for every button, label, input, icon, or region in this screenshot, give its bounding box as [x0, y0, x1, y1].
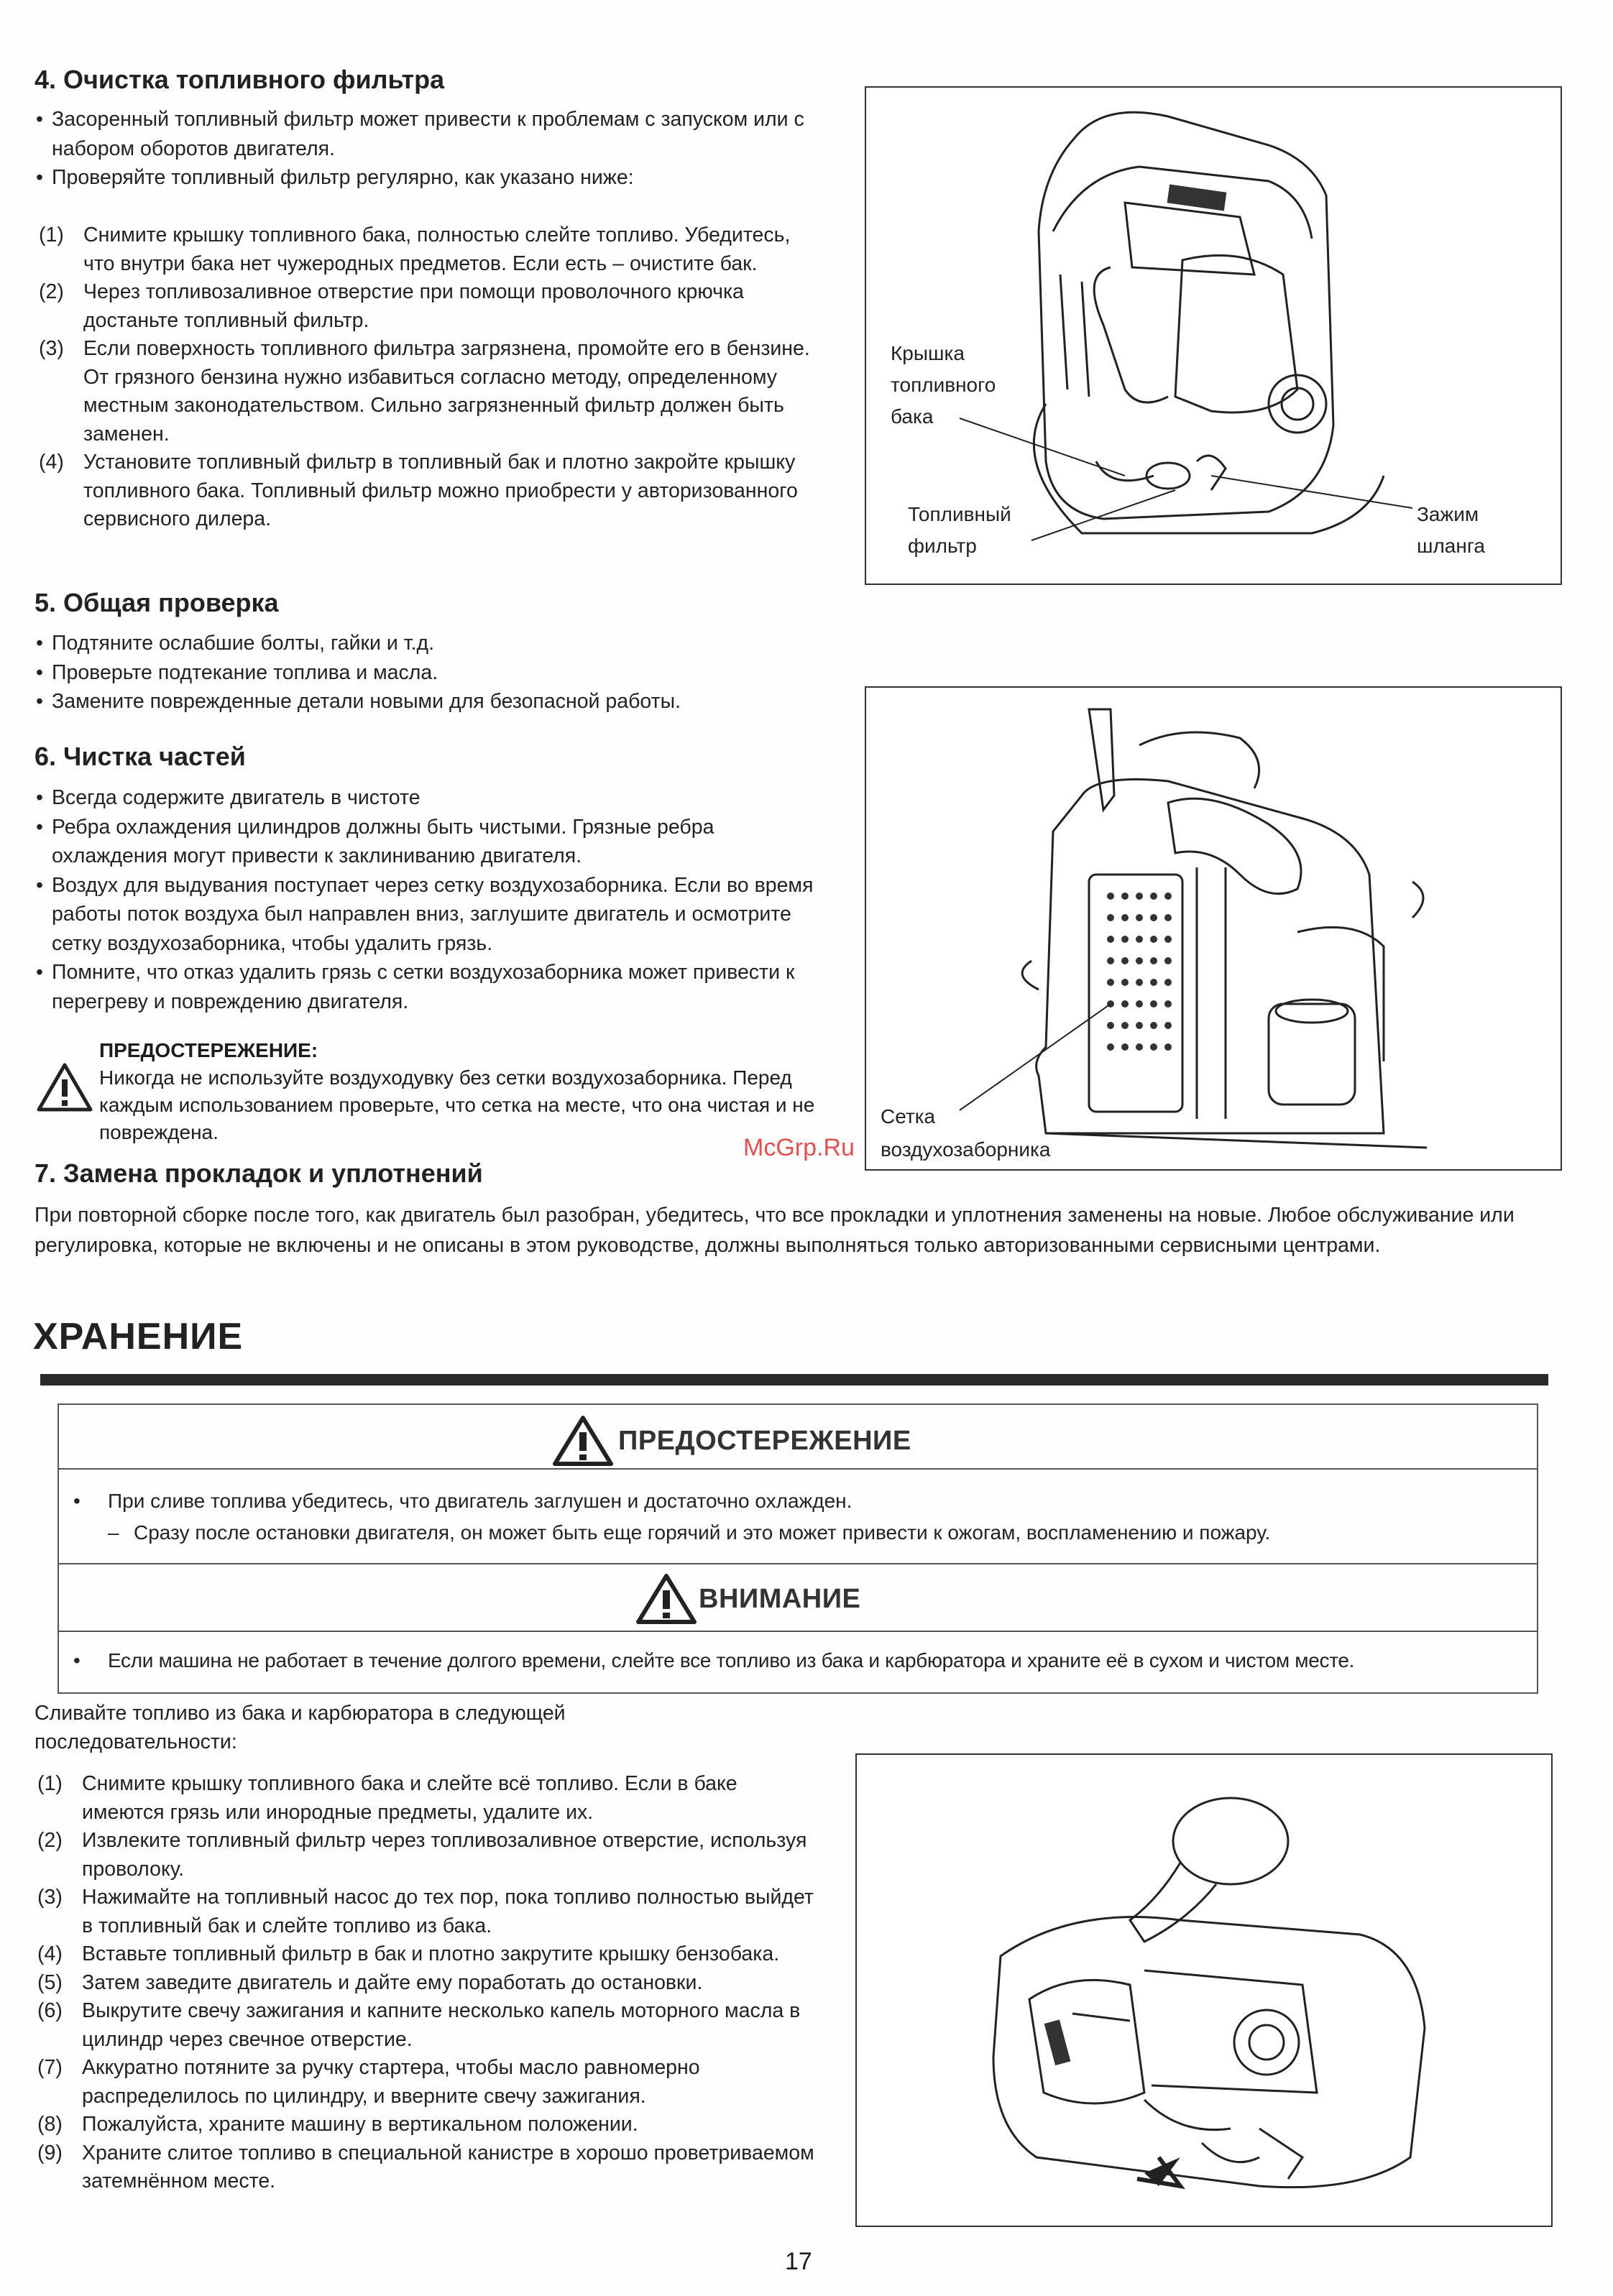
warning-text: При сливе топлива убедитесь, что двигатель заглушен и достаточно охлажден.: [108, 1490, 853, 1512]
warning-header: [59, 1405, 1537, 1470]
label-fuel-filter: Топливный фильтр: [908, 503, 1011, 557]
list-item: • Проверьте подтекание топлива и масла.: [36, 658, 827, 688]
list-item: (3) Нажимайте на топливный насос до тех пор, пока топливо полностью выйдет в топливный бак и слейте топливо из бака.: [37, 1886, 814, 1937]
storage-steps: [35, 1770, 825, 2196]
attention-header: [59, 1564, 1537, 1632]
list-item: (9) Храните слитое топливо в специальной канистре в хорошо проветриваемом затемнённом месте.: [37, 2141, 814, 2193]
warning-subtext: Сразу после остановки двигателя, он может быть еще горячий и это может привести к ожогам, воспламенению и пожару.: [134, 1521, 1271, 1544]
list-item: • Ребра охлаждения цилиндров должны быть чистыми. Грязные ребра охлаждения могут привести к заклиниванию двигателя.: [36, 813, 819, 871]
list-item: (2) Извлеките топливный фильтр через топливозаливное отверстие, используя проволоку.: [37, 1829, 807, 1881]
storage-warning-box: [58, 1403, 1538, 1694]
storage-intro: Сливайте топливо из бака и карбюратора в следующей последовательности:: [35, 1702, 566, 1753]
section-6-bullets: [36, 783, 819, 1016]
list-item: • Помните, что отказ удалить грязь с сетки воздухозаборника может привести к перегреву и повреждению двигателя.: [36, 958, 819, 1016]
section-5-bullets: [36, 629, 827, 716]
list-item: (4) Вставьте топливный фильтр в бак и плотно закрутите крышку бензобака.: [37, 1942, 780, 1965]
label-hose-clamp: Зажим шланга: [1417, 503, 1486, 557]
list-item: (3) Если поверхность топливного фильтра загрязнена, промойте его в бензине. От грязного бензина нужно избавиться согласно методу, определенному местным законодательством. Сильно загрязненный фильтр должен быть заменен.: [39, 337, 810, 446]
section-4-bullets: [36, 105, 812, 193]
attention-text: Если машина не работает в течение долгого времени, слейте все топливо из бака и карбюратора и храните её в сухом и чистом месте.: [108, 1649, 1355, 1672]
list-item: (4) Установите топливный фильтр в топливный бак и плотно закройте крышку топливного бака. Топливный фильтр можно приобрести у авторизованного сервисного дилера.: [39, 451, 798, 530]
list-item: • Подтяните ослабшие болты, гайки и т.д.: [36, 629, 827, 658]
figure-air-intake: [865, 686, 1562, 1171]
list-item: • Проверяйте топливный фильтр регулярно, как указано ниже:: [36, 163, 812, 193]
caution-title: ПРЕДОСТЕРЕЖЕНИЕ:: [99, 1039, 318, 1061]
warning-body: • При сливе топлива убедитесь, что двигатель заглушен и достаточно охлажден. – Сразу после остановки двигателя, он может быть еще горячий и это может привести к ожогам, воспламенению и пожару.: [59, 1470, 1537, 1564]
attention-title: ВНИМАНИЕ: [699, 1583, 861, 1614]
warning-triangle-icon: [36, 1062, 93, 1112]
list-item: (7) Аккуратно потяните за ручку стартера, чтобы масло равномерно распределилось по цилиндру, и вверните свечу зажигания.: [37, 2056, 700, 2108]
label-fuel-cap: Крышка топливного бака: [891, 342, 996, 428]
blower-drawing-2: [866, 688, 1561, 1169]
list-item: (1) Снимите крышку топливного бака и слейте всё топливо. Если в баке имеются грязь или инородные предметы, удалите их.: [37, 1772, 737, 1824]
section-6-caution: [99, 1037, 847, 1146]
figure-drain-fuel: [855, 1753, 1553, 2227]
list-item: (1) Снимите крышку топливного бака, полностью слейте топливо. Убедитесь, что внутри бака нет чужеродных предметов. Если есть – очистите бак.: [39, 223, 791, 275]
blower-drawing-3: [857, 1755, 1551, 2226]
list-item: (2) Через топливозаливное отверстие при помощи проволочного крючка достаньте топливный фильтр.: [39, 280, 744, 332]
caution-text: Никогда не используйте воздуходувку без сетки воздухозаборника. Перед каждым использованием проверьте, что сетка на месте, что она чистая и не повреждена.: [99, 1066, 815, 1143]
section-5-title: 5. Общая проверка: [35, 588, 279, 617]
section-4-steps: [36, 221, 827, 534]
list-item: • Воздух для выдувания поступает через сетку воздухозаборника. Если во время работы поток воздуха был направлен вниз, заглушите двигатель и осмотрите сетку воздухозаборника, чтобы удалить грязь.: [36, 871, 819, 959]
storage-rule: [40, 1374, 1548, 1386]
section-4-title: 4. Очистка топливного фильтра: [35, 65, 445, 94]
attention-body: • Если машина не работает в течение долгого времени, слейте все топливо из бака и карбюратора и храните её в сухом и чистом месте.: [59, 1632, 1537, 1692]
warning-title: ПРЕДОСТЕРЕЖЕНИЕ: [618, 1425, 911, 1456]
section-6-title: 6. Чистка частей: [35, 742, 246, 771]
list-item: • Замените поврежденные детали новыми для безопасной работы.: [36, 687, 827, 716]
section-7-title: 7. Замена прокладок и уплотнений: [35, 1158, 483, 1188]
warning-triangle-icon: [635, 1573, 697, 1625]
list-item: • Всегда содержите двигатель в чистоте: [36, 783, 819, 813]
list-item: (6) Выкрутите свечу зажигания и капните несколько капель моторного масла в цилиндр через свечное отверстие.: [37, 1999, 801, 2051]
figure-fuel-filter: [865, 86, 1562, 585]
label-air-intake-screen: Сетка воздухозаборника: [881, 1105, 1051, 1161]
list-item: (8) Пожалуйста, храните машину в вертикальном положении.: [37, 2113, 638, 2136]
page-number: 17: [785, 2248, 812, 2275]
storage-title: ХРАНЕНИЕ: [33, 1316, 244, 1357]
list-item: (5) Затем заведите двигатель и дайте ему поработать до остановки.: [37, 1970, 703, 1994]
section-7-text: При повторной сборке после того, как двигатель был разобран, убедитесь, что все прокладки и уплотнения заменены на новые. Любое обслуживание или регулировка, которые не включены и не описаны в этом руководстве, должны выполняться только авторизованными сервисными центрами.: [35, 1204, 1515, 1257]
list-item: • Засоренный топливный фильтр может привести к проблемам с запуском или с набором оборотов двигателя.: [36, 105, 812, 163]
watermark: McGrp.Ru: [743, 1134, 855, 1161]
warning-triangle-icon: [552, 1415, 614, 1467]
